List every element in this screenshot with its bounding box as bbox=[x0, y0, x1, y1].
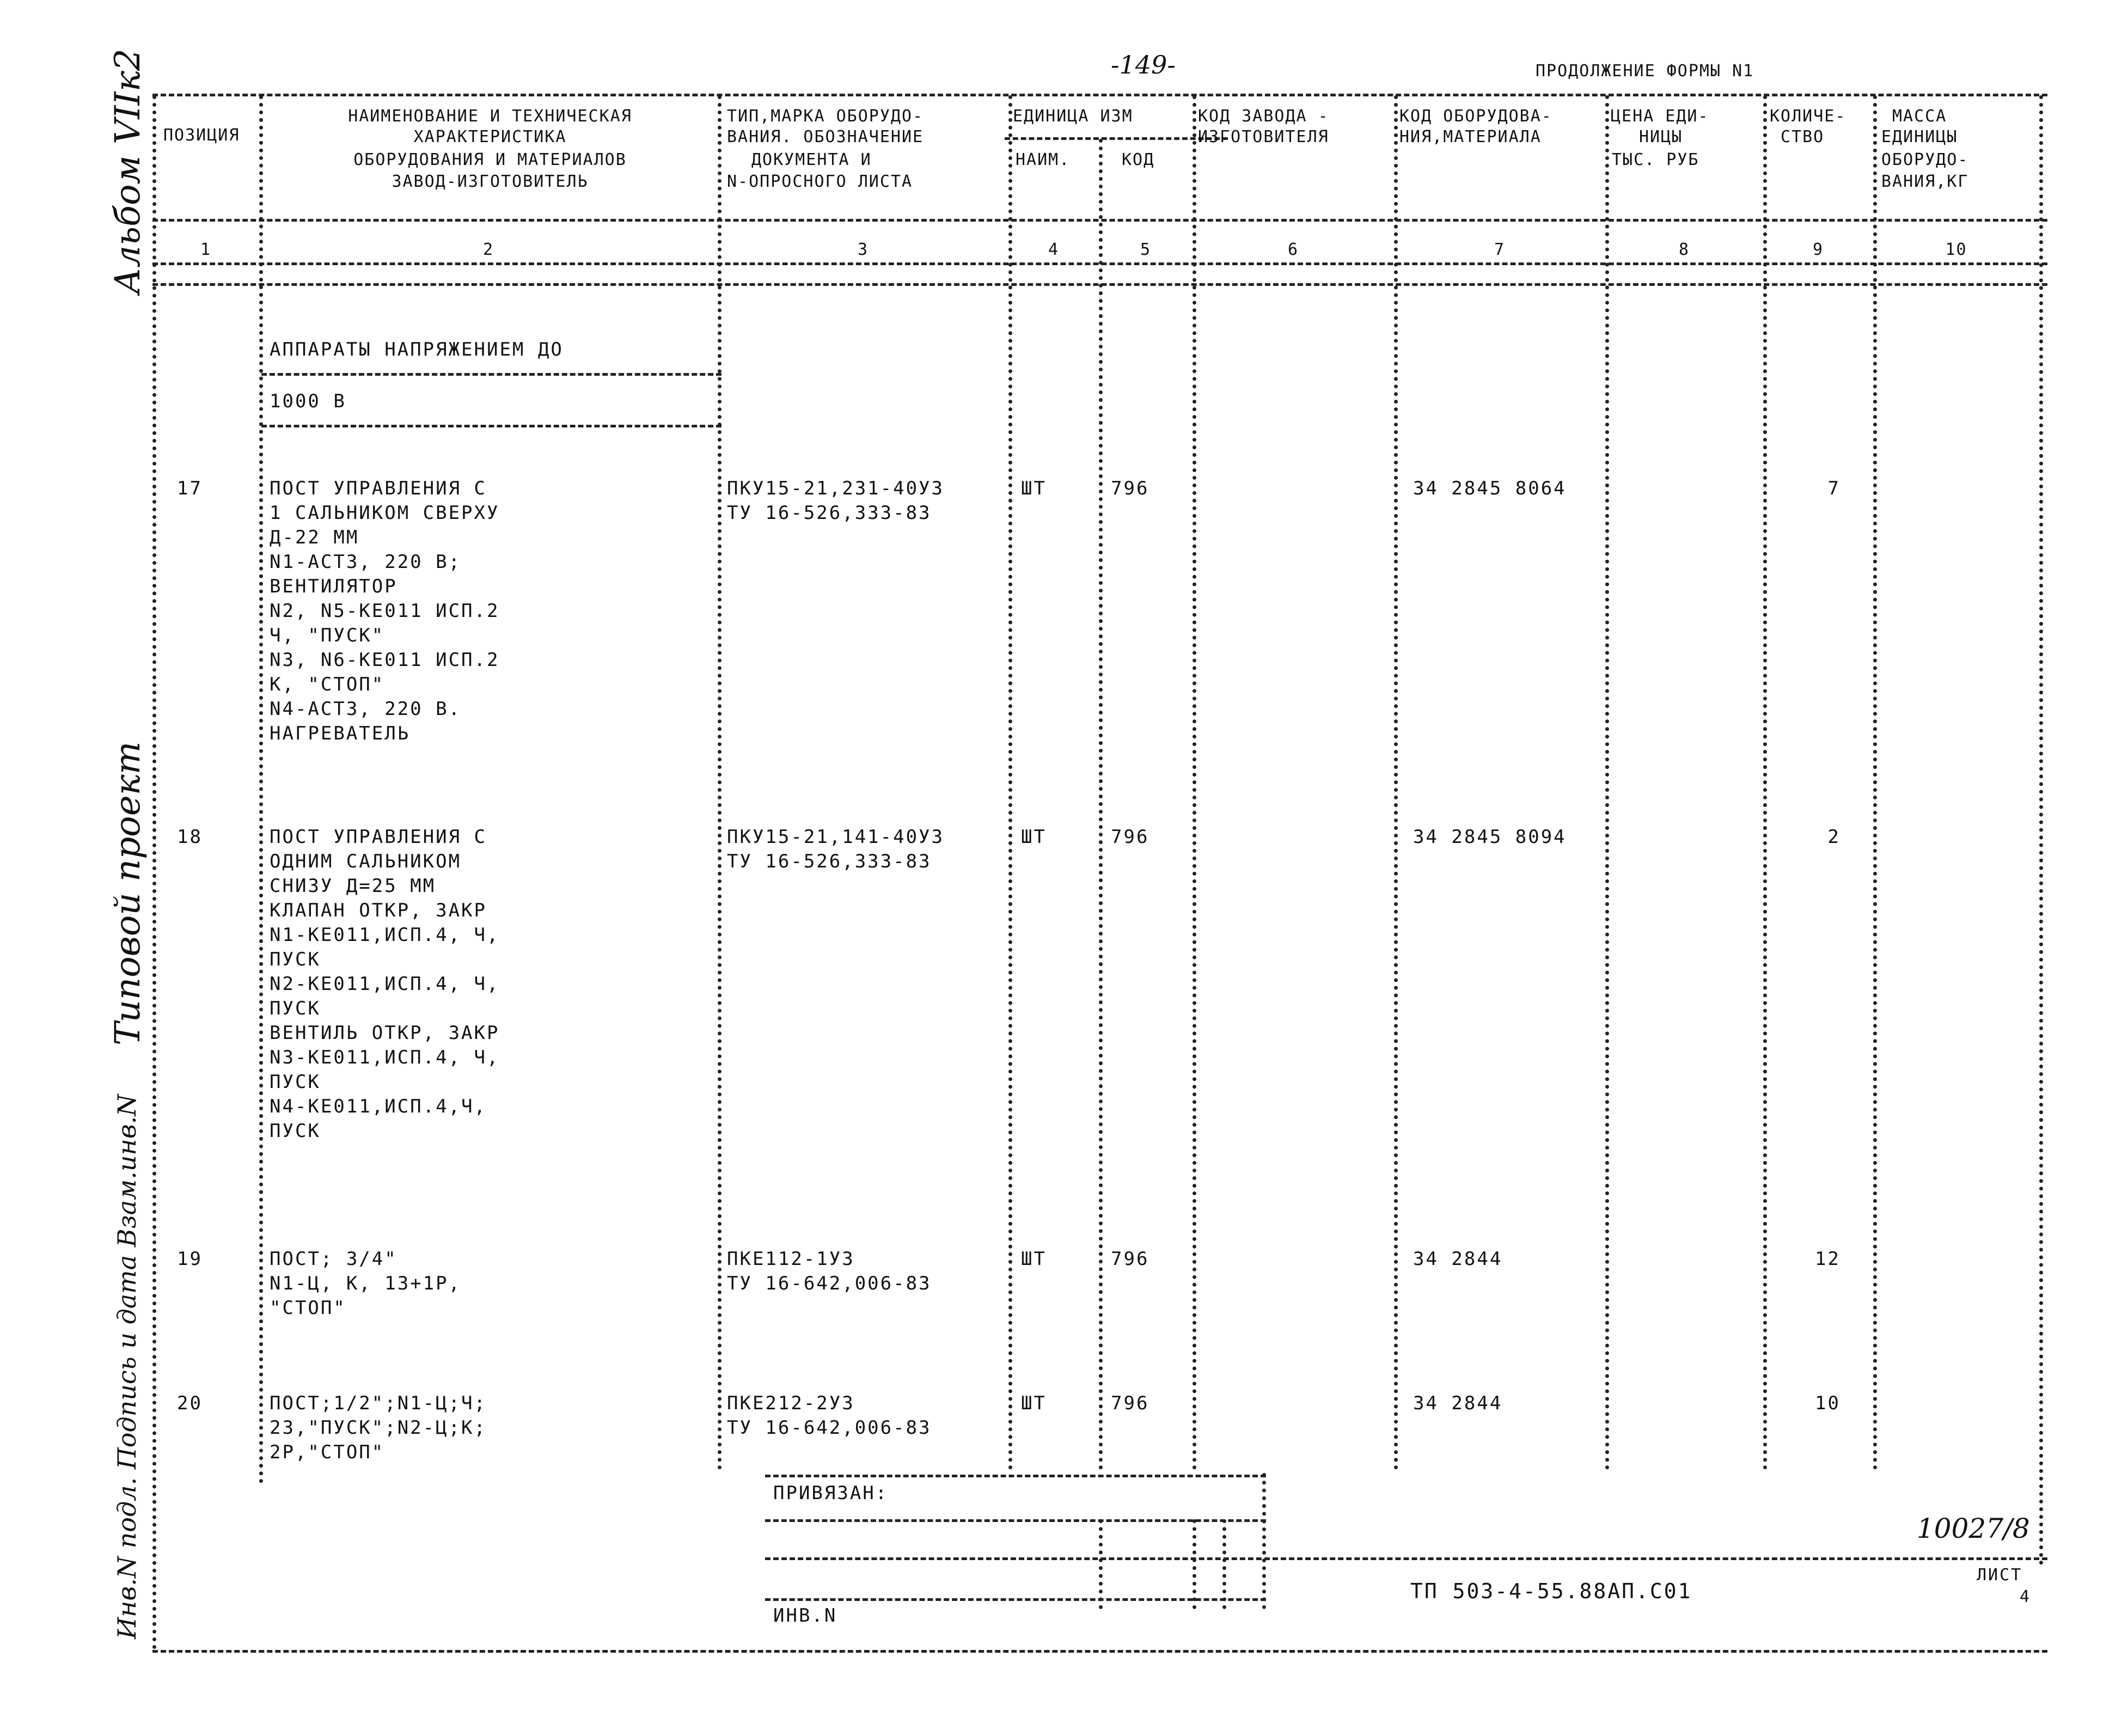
row-position: 20 bbox=[177, 1392, 203, 1414]
row-name-line: ПОСТ; 3/4" bbox=[270, 1248, 398, 1270]
stamp-inv: ИНВ.N bbox=[773, 1605, 837, 1627]
row-name-line: 1 САЛЬНИКОМ СВЕРХУ bbox=[270, 502, 500, 524]
colnum-1: 1 bbox=[200, 240, 212, 259]
hdr-col3-line2: ВАНИЯ. ОБОЗНАЧЕНИЕ bbox=[727, 127, 924, 146]
col-sep-8-9 bbox=[1763, 95, 1767, 1470]
section-rule-1 bbox=[261, 373, 721, 376]
row-quantity: 2 bbox=[1827, 826, 1840, 848]
col-sep-3-4 bbox=[1008, 95, 1012, 1470]
row-name-line: ПУСК bbox=[270, 1120, 321, 1142]
hdr-col7-line2: НИЯ,МАТЕРИАЛА bbox=[1399, 127, 1542, 146]
row-name-line: НАГРЕВАТЕЛЬ bbox=[270, 723, 411, 744]
row-name-line: Ч, "ПУСК" bbox=[270, 625, 385, 646]
hdr-col8-line3: ТЫС. РУБ bbox=[1612, 150, 1699, 169]
row-name-line: ПУСК bbox=[270, 1071, 321, 1093]
row-name-line: ПОСТ УПРАВЛЕНИЯ С bbox=[270, 826, 487, 848]
col-sep-right bbox=[2039, 95, 2043, 1566]
hdr-col8-line1: ЦЕНА ЕДИ- bbox=[1611, 107, 1709, 126]
row-equip-code: 34 2844 bbox=[1413, 1392, 1503, 1414]
hdr-unit: ЕДИНИЦА ИЗМ bbox=[1013, 107, 1133, 126]
row-name-line: 23,"ПУСК";N2-Ц;К; bbox=[270, 1417, 487, 1439]
row-name-line: N1-КЕ011,ИСП.4, Ч, bbox=[270, 924, 500, 946]
col-sep-left bbox=[152, 95, 156, 1650]
continuation-title: ПРОДОЛЖЕНИЕ ФОРМЫ N1 bbox=[1536, 62, 1754, 81]
row-name-line: К, "СТОП" bbox=[270, 674, 385, 695]
hdr-unit-name: НАИМ. bbox=[1016, 150, 1071, 169]
stamp-sheet-label: ЛИСТ bbox=[1977, 1566, 2023, 1585]
row-type-line: ПКЕ212-2У3 bbox=[727, 1392, 855, 1414]
row-name-line: ОДНИМ САЛЬНИКОМ bbox=[270, 851, 462, 872]
row-type-line: ТУ 16-526,333-83 bbox=[727, 502, 932, 524]
colnum-8: 8 bbox=[1678, 240, 1690, 259]
row-equip-code: 34 2844 bbox=[1413, 1248, 1503, 1270]
row-type-line: ПКЕ112-1У3 bbox=[727, 1248, 855, 1270]
row-name-line: N3-КЕ011,ИСП.4, Ч, bbox=[270, 1047, 500, 1068]
row-unit-code: 796 bbox=[1111, 1248, 1149, 1270]
hdr-col9-line2: СТВО bbox=[1781, 127, 1825, 146]
col-sep-9-10 bbox=[1873, 95, 1877, 1470]
colnum-2: 2 bbox=[482, 240, 494, 259]
row-name-line: 2Р,"СТОП" bbox=[270, 1441, 385, 1463]
hdr-col10-line4: ВАНИЯ,КГ bbox=[1881, 172, 1969, 191]
album-label: Альбом VIIк2 bbox=[108, 48, 148, 294]
row-position: 19 bbox=[177, 1248, 203, 1270]
row-type-line: ТУ 16-642,006-83 bbox=[727, 1273, 932, 1294]
hdr-col10-line3: ОБОРУДО- bbox=[1881, 150, 1969, 169]
row-name-line: N3, N6-КЕ011 ИСП.2 bbox=[270, 649, 500, 671]
row-name-line: N2-КЕ011,ИСП.4, Ч, bbox=[270, 973, 500, 995]
row-name-line: ПУСК bbox=[270, 949, 321, 970]
row-name-line: ВЕНТИЛЬ ОТКР, ЗАКР bbox=[270, 1022, 500, 1044]
row-type-line: ТУ 16-526,333-83 bbox=[727, 851, 932, 872]
handwritten-number: 10027/8 bbox=[1917, 1513, 2030, 1544]
row-type-line: ПКУ15-21,141-40У3 bbox=[727, 826, 944, 848]
row-name-line: N4-КЕ011,ИСП.4,Ч, bbox=[270, 1096, 487, 1117]
hdr-col2-line1: НАИМЕНОВАНИЕ И ТЕХНИЧЕСКАЯ bbox=[348, 107, 632, 126]
row-unit: ШТ bbox=[1021, 1392, 1047, 1414]
col-sep-5-6 bbox=[1193, 95, 1196, 1470]
stamp-rule-4 bbox=[765, 1598, 1266, 1601]
col-sep-4-5 bbox=[1099, 139, 1103, 1470]
colnum-4: 4 bbox=[1048, 240, 1060, 259]
row-position: 18 bbox=[177, 826, 203, 848]
hdr-col2-line3: ОБОРУДОВАНИЯ И МАТЕРИАЛОВ bbox=[353, 150, 627, 169]
row-name-line: N4-АСТ3, 220 В. bbox=[270, 698, 462, 720]
hdr-col3-line3: ДОКУМЕНТА И bbox=[751, 150, 872, 169]
stamp-sep-a bbox=[1099, 1519, 1103, 1609]
row-unit: ШТ bbox=[1021, 478, 1047, 499]
hdr-col6-line1: КОД ЗАВОДА - bbox=[1198, 107, 1329, 126]
row-name-line: СНИЗУ Д=25 ММ bbox=[270, 875, 436, 897]
hdr-col6-line2: ИЗГОТОВИТЕЛЯ bbox=[1198, 127, 1329, 146]
row-position: 17 bbox=[177, 478, 203, 499]
row-name-line: ПОСТ;1/2";N1-Ц;Ч; bbox=[270, 1392, 487, 1414]
row-quantity: 10 bbox=[1815, 1392, 1840, 1414]
hdr-col10-line1: МАССА bbox=[1892, 107, 1947, 126]
col-sep-2-3 bbox=[718, 95, 721, 1470]
row-unit-code: 796 bbox=[1111, 478, 1149, 499]
stamp-sep-c bbox=[1222, 1519, 1226, 1609]
hdr-unit-code: КОД bbox=[1122, 150, 1155, 169]
colnum-9: 9 bbox=[1812, 240, 1824, 259]
page-number: -149- bbox=[1111, 50, 1176, 80]
row-name-line: N2, N5-КЕ011 ИСП.2 bbox=[270, 600, 500, 622]
hdr-col2-line4: ЗАВОД-ИЗГОТОВИТЕЛЬ bbox=[392, 172, 589, 191]
row-name-line: Д-22 ММ bbox=[270, 527, 359, 548]
col-sep-7-8 bbox=[1605, 95, 1609, 1470]
section-title-line1: АППАРАТЫ НАПРЯЖЕНИЕМ ДО bbox=[270, 339, 564, 360]
stamp-doc-code: ТП 503-4-55.88АП.С01 bbox=[1410, 1579, 1692, 1603]
row-equip-code: 34 2845 8064 bbox=[1413, 478, 1567, 499]
row-name-line: ВЕНТИЛЯТОР bbox=[270, 576, 398, 597]
hdr-col9-line1: КОЛИЧЕ- bbox=[1770, 107, 1846, 126]
stamp-sep-right bbox=[1262, 1473, 1266, 1609]
hdr-col1: ПОЗИЦИЯ bbox=[163, 126, 240, 145]
row-quantity: 7 bbox=[1827, 478, 1840, 499]
stamp-sheet-number: 4 bbox=[2019, 1587, 2031, 1606]
row-name-line: КЛАПАН ОТКР, ЗАКР bbox=[270, 900, 487, 921]
stamp-rule-2 bbox=[765, 1519, 1266, 1522]
colnum-7: 7 bbox=[1494, 240, 1506, 259]
table-bottom-rule bbox=[152, 1650, 2047, 1653]
colnum-5: 5 bbox=[1140, 240, 1152, 259]
row-unit-code: 796 bbox=[1111, 826, 1149, 848]
col-sep-1-2 bbox=[259, 95, 263, 1484]
section-title-line2: 1000 В bbox=[270, 390, 346, 412]
colnum-3: 3 bbox=[857, 240, 869, 259]
row-name-line: N1-АСТ3, 220 В; bbox=[270, 551, 462, 573]
row-unit-code: 796 bbox=[1111, 1392, 1149, 1414]
stamp-rule-1 bbox=[765, 1475, 1266, 1477]
row-type-line: ТУ 16-642,006-83 bbox=[727, 1417, 932, 1439]
hdr-col2-line2: ХАРАКТЕРИСТИКА bbox=[413, 127, 567, 146]
section-rule-2 bbox=[261, 425, 721, 427]
signatures-label: Инв.N подл. Подпись и дата Взам.инв.N bbox=[112, 1094, 142, 1639]
stamp-privyazan: ПРИВЯЗАН: bbox=[773, 1482, 889, 1504]
row-equip-code: 34 2845 8094 bbox=[1413, 826, 1567, 848]
row-quantity: 12 bbox=[1815, 1248, 1840, 1270]
colnum-10: 10 bbox=[1945, 240, 1967, 259]
hdr-col8-line2: НИЦЫ bbox=[1639, 127, 1683, 146]
stamp-sep-b bbox=[1193, 1519, 1196, 1609]
project-label: Типовой проект bbox=[108, 741, 148, 1046]
row-type-line: ПКУ15-21,231-40У3 bbox=[727, 478, 944, 499]
colnum-6: 6 bbox=[1287, 240, 1299, 259]
row-unit: ШТ bbox=[1021, 826, 1047, 848]
hdr-col10-line2: ЕДИНИЦЫ bbox=[1881, 127, 1958, 146]
row-name-line: ПУСК bbox=[270, 998, 321, 1019]
row-unit: ШТ bbox=[1021, 1248, 1047, 1270]
col-sep-6-7 bbox=[1394, 95, 1398, 1470]
hdr-col3-line1: ТИП,МАРКА ОБОРУДО- bbox=[727, 107, 924, 126]
row-name-line: ПОСТ УПРАВЛЕНИЯ С bbox=[270, 478, 487, 499]
row-name-line: N1-Ц, К, 13+1Р, bbox=[270, 1273, 462, 1294]
row-name-line: "СТОП" bbox=[270, 1297, 346, 1319]
stamp-rule-3 bbox=[765, 1557, 2047, 1560]
hdr-col3-line4: N-ОПРОСНОГО ЛИСТА bbox=[727, 172, 913, 191]
hdr-col7-line1: КОД ОБОРУДОВА- bbox=[1399, 107, 1552, 126]
